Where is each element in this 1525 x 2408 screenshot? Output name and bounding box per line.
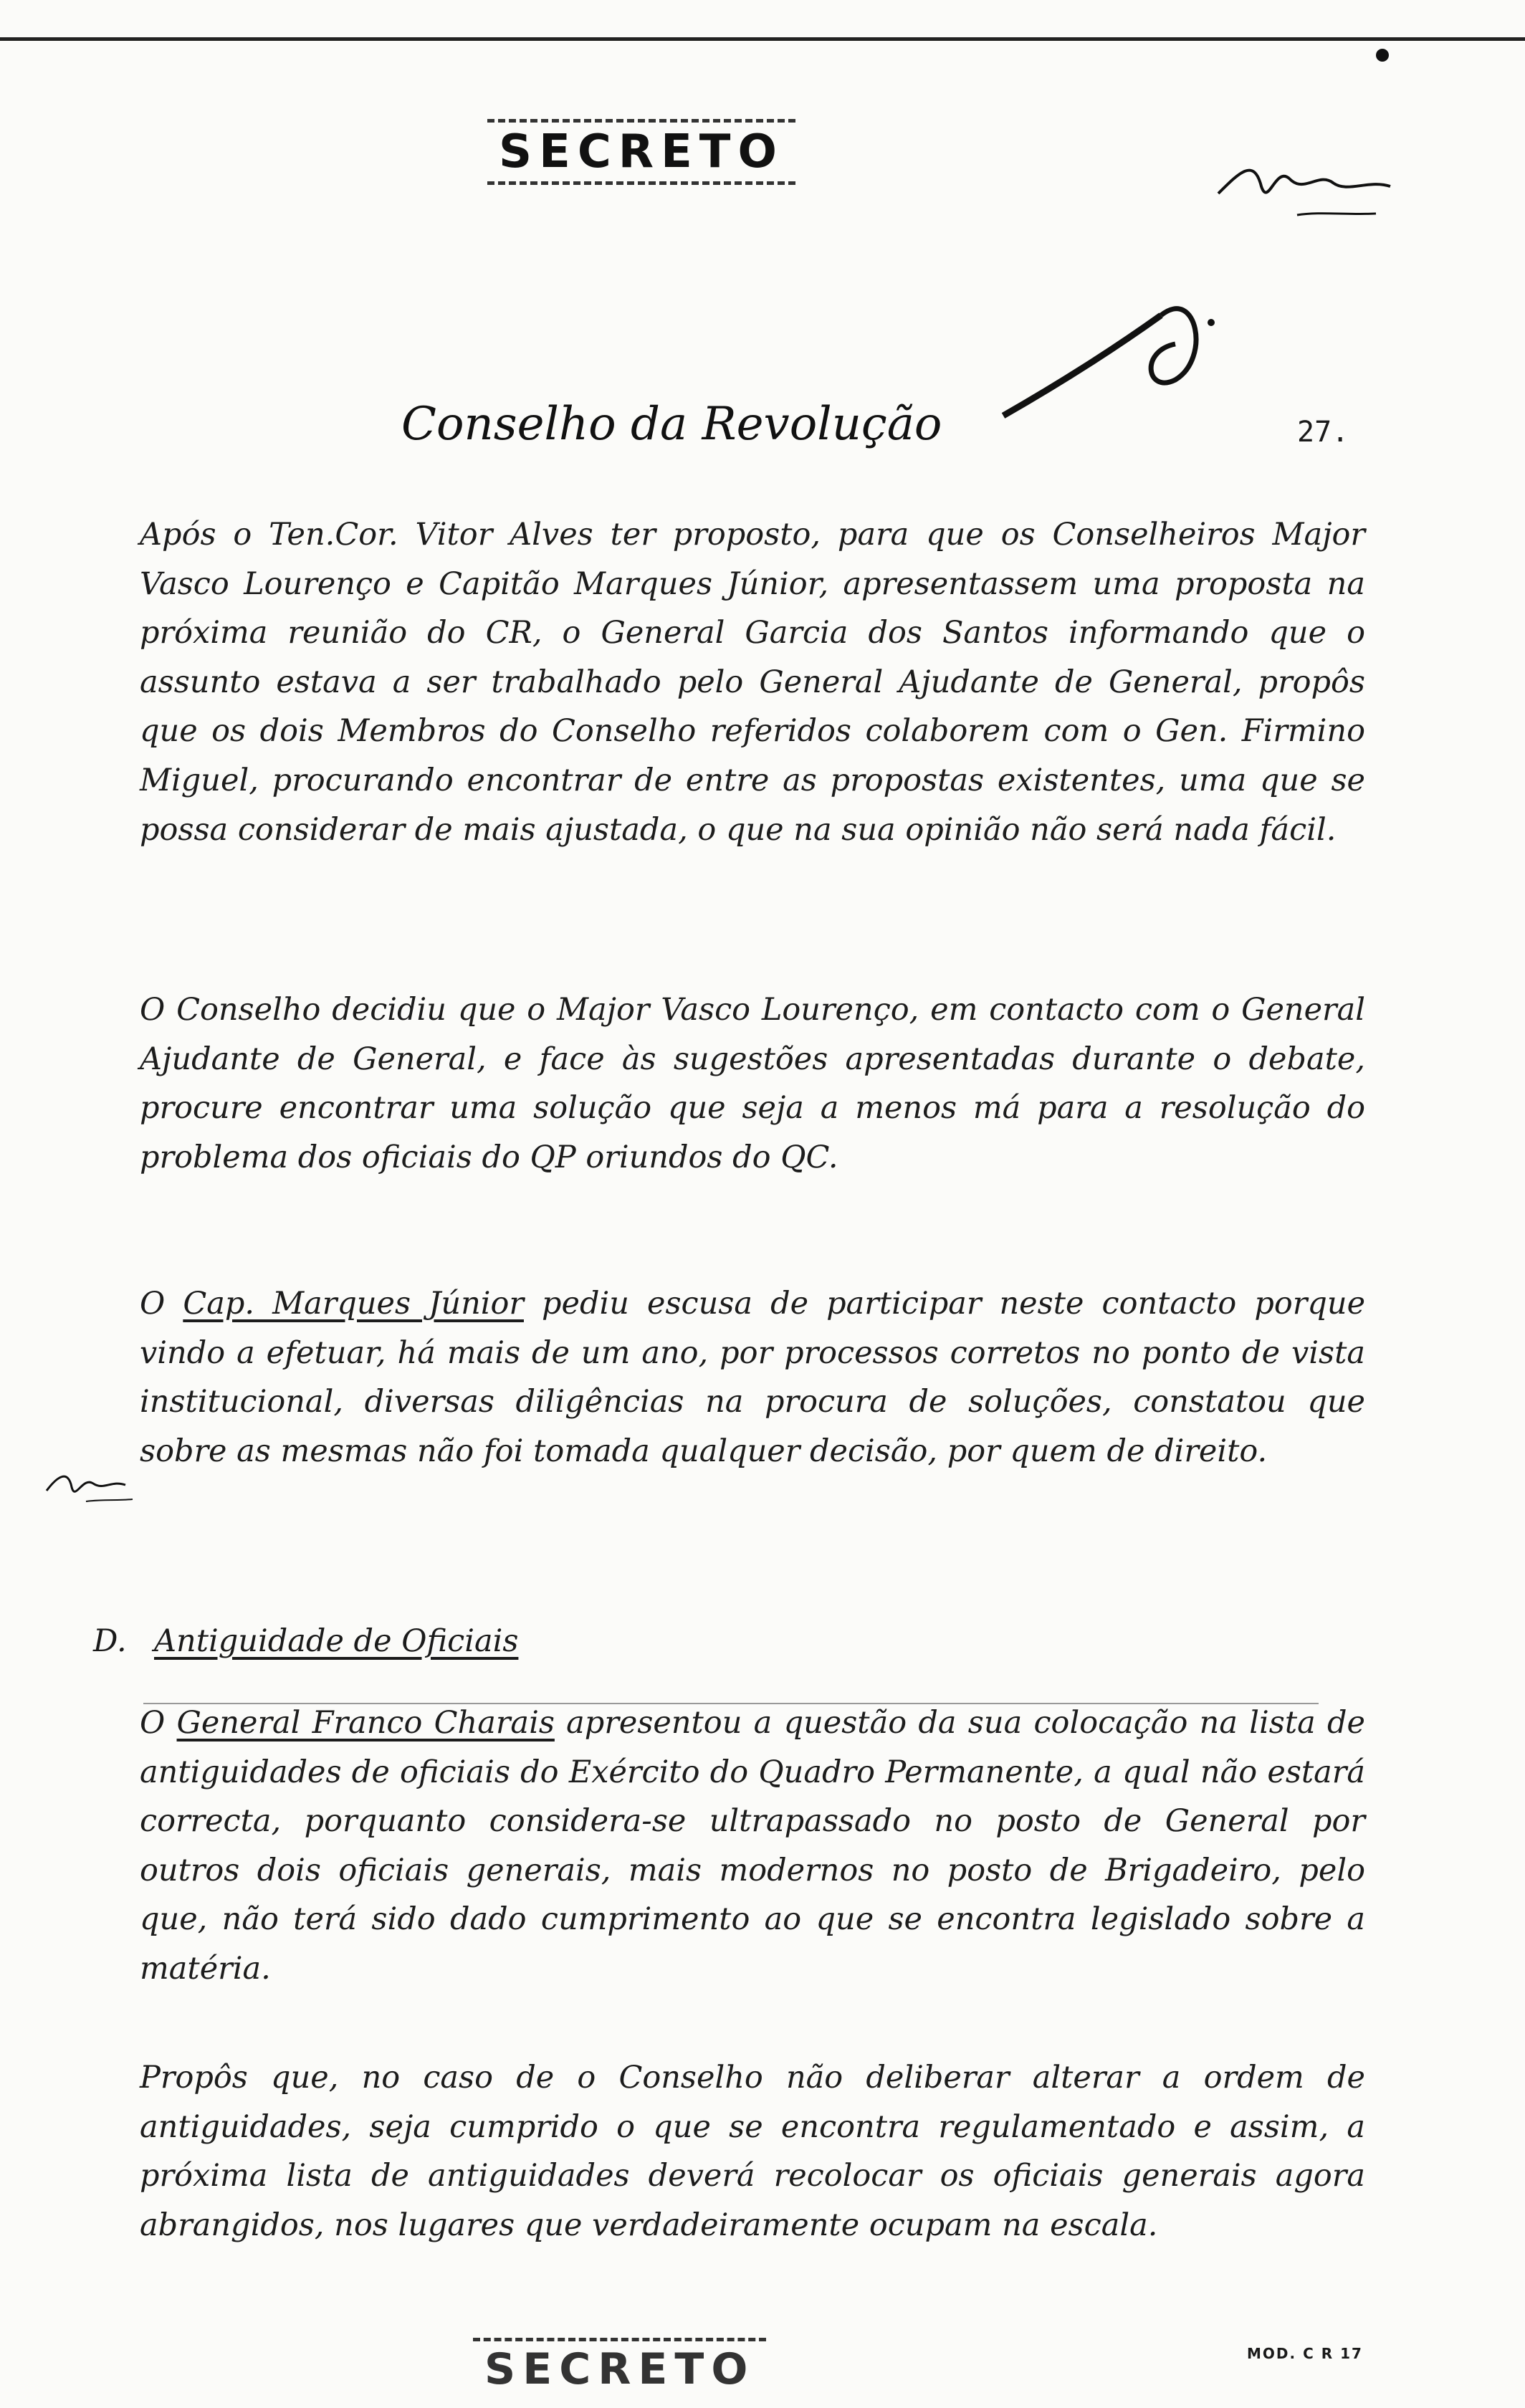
margin-signature bbox=[43, 1455, 143, 1512]
paragraph-3 bbox=[140, 1279, 1365, 1476]
form-code: MOD. C R 17 bbox=[1247, 2345, 1363, 2362]
name-franco-charais: General Franco Charais bbox=[176, 1705, 555, 1741]
initial-mark bbox=[996, 272, 1225, 430]
paragraph-6: Propôs que, no caso de o Conselho não deliberar alterar a ordem de antiguidades, seja cumprido o que se encontra regulamentado e assim, a próxima lista de antiguidades deverá recolocar os oficiais generais agora abrangidos, nos lugares que verdadeiramente ocupam na escala. bbox=[140, 2060, 1365, 2243]
ink-dot bbox=[1376, 49, 1389, 62]
section-letter: D. bbox=[93, 1623, 127, 1659]
section-heading bbox=[93, 1623, 518, 1659]
paragraph-5 bbox=[140, 1698, 1365, 1994]
signature-top-right bbox=[1211, 143, 1405, 236]
paragraph-3-text: pediu escusa de participar neste contacto porque vindo a efetuar, há mais de um ano, por processos corretos no ponto de vista institucional, diversas diligências na procura de soluções, constatou que sobre as mesmas não foi tomada qualquer decisão, por quem de direito. bbox=[140, 1286, 1366, 1469]
page-number: 27. bbox=[1297, 416, 1349, 449]
secret-stamp-top: SECRETO bbox=[487, 119, 795, 185]
paragraph-5-prefix: O bbox=[140, 1705, 177, 1741]
paragraph-2: O Conselho decidiu que o Major Vasco Lourenço, em contacto com o General Ajudante de General, e face às sugestões apresentadas durante o debate, procure encontrar uma solução que seja a menos má para a resolução do problema dos oficiais do QP oriundos do QC. bbox=[140, 992, 1365, 1175]
paragraph-1: Após o Ten.Cor. Vitor Alves ter proposto, para que os Conselheiros Major Vasco Lourenço e Capitão Marques Júnior, apresentassem uma proposta na próxima reunião do CR, o General Garcia dos Santos informando que o assunto estava a ser trabalhado pelo General Ajudante de General, propôs que os dois Membros do Conselho referidos colaborem com o Gen. Firmino Miguel, procurando encontrar de entre as propostas existentes, uma que se possa considerar de mais ajustada, o que na sua opinião não será nada fácil. bbox=[140, 517, 1365, 848]
secret-stamp-bottom: SECRETO bbox=[473, 2338, 766, 2397]
section-title: Antiguidade de Oficiais bbox=[154, 1623, 519, 1659]
name-marques-junior: Cap. Marques Júnior bbox=[183, 1286, 524, 1322]
top-border-line bbox=[0, 37, 1525, 41]
paragraph-3-prefix: O bbox=[140, 1286, 183, 1322]
paragraph-5-text: apresentou a questão da sua colocação na lista de antiguidades de oficiais do Exército do Quadro Permanente, a qual não estará correcta, porquanto considera-se ultrapassado no posto de General por outros dois oficiais generais, mais modernos no posto de Brigadeiro, pelo que, não terá sido dado cumprimento ao que se encontra legislado sobre a matéria. bbox=[140, 1705, 1366, 1987]
letterhead-title: Conselho da Revolução bbox=[401, 398, 942, 451]
